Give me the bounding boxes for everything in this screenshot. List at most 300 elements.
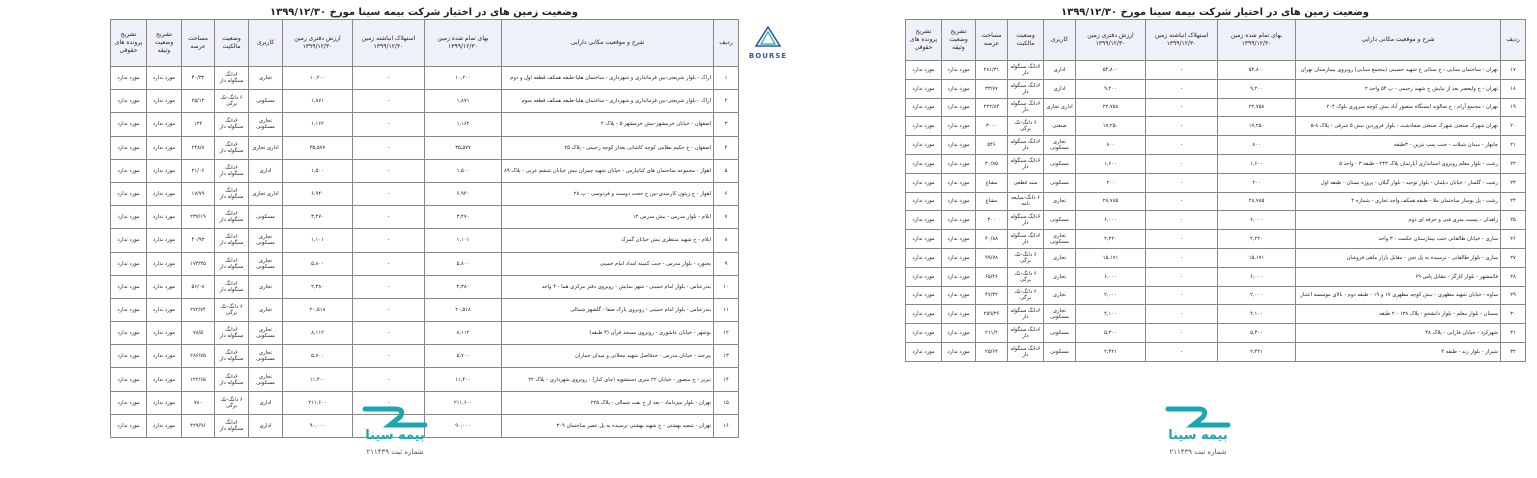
cell-legal: مورد ندارد xyxy=(111,414,147,437)
cell-cost: ۱,۱۶۲ xyxy=(425,113,502,136)
cell-ownership: ۶ دانگ-تک برگی xyxy=(215,298,249,321)
cell-cost: ۵۴,۸۰۰ xyxy=(1218,61,1296,80)
header-cost: بهای تمام شده زمین ۱۳۹۹/۱۲/۳۰ xyxy=(1218,20,1296,61)
cell-collateral: مورد ندارد xyxy=(942,61,976,80)
header-book-value: ارزش دفتری زمین ۱۳۹۹/۱۲/۳۰ xyxy=(1076,20,1146,61)
cell-description: چابهار - میدان شیلات - جنب پمپ بنزین - ۳طبقه xyxy=(1296,136,1501,155)
cell-area: ۵۴۶ xyxy=(976,136,1008,155)
cell-description: ایلام - بلوار مدرس - نبش مدرس ۱۲ xyxy=(502,206,714,229)
table-row xyxy=(906,324,1526,343)
cell-depreciation: - xyxy=(1146,230,1218,249)
cell-collateral: مورد ندارد xyxy=(147,275,182,298)
stamp-reg-number: شماره ثبت ۲۱۱۴۳۹ xyxy=(366,448,424,456)
cell-depreciation: - xyxy=(353,391,425,414)
cell-ownership: ۶دانگ سنگوله دار xyxy=(1008,305,1044,324)
cell-ownership: ۶دانگ سنگوله دار xyxy=(1008,136,1044,155)
cell-description: تهران شهرک صنعتی شهرک صنعتی صفادشت - بلوار فروردین نبش ۵ شرقی - پلاک ۸-۵ xyxy=(1296,117,1501,136)
cell-usage: تجاری مسکونی xyxy=(1044,136,1076,155)
cell-ownership: ۶دانگ سنگوله دار xyxy=(215,113,249,136)
cell-area: ۳۳/۷۷ xyxy=(976,79,1008,98)
table-row xyxy=(111,113,739,136)
cell-area: ۱۲۲ xyxy=(182,113,215,136)
cell-cost: ۲۱۱,۶۰۰ xyxy=(425,391,502,414)
cell-row-number: ۲۳ xyxy=(1501,173,1526,192)
cell-row-number: ۲۵ xyxy=(1501,211,1526,230)
table-row xyxy=(111,159,739,182)
cell-collateral: مورد ندارد xyxy=(942,248,976,267)
cell-depreciation: - xyxy=(1146,136,1218,155)
cell-area: ۷۸۰ xyxy=(182,391,215,414)
cell-book-value: ۱۵,۱۷۱ xyxy=(1076,248,1146,267)
cell-legal: مورد ندارد xyxy=(906,136,942,155)
cell-collateral: مورد ندارد xyxy=(147,322,182,345)
cell-collateral: مورد ندارد xyxy=(147,182,182,205)
cell-cost: ۲۰,۵۱۸ xyxy=(425,298,502,321)
cell-row-number: ۳۲ xyxy=(1501,342,1526,361)
cell-depreciation: - xyxy=(1146,117,1218,136)
cell-row-number: ۳۱ xyxy=(1501,324,1526,343)
cell-row-number: ۱۲ xyxy=(714,322,739,345)
cell-row-number: ۶ xyxy=(714,182,739,205)
cell-ownership: ۶دانگ سنگوله دار xyxy=(1008,230,1044,249)
cell-book-value: ۲,۴۲۱ xyxy=(1076,342,1146,361)
table-row xyxy=(906,305,1526,324)
cell-book-value: ۳,۴۷۰ xyxy=(283,206,353,229)
land-table-left xyxy=(110,19,739,438)
cell-usage: تجاری xyxy=(1044,286,1076,305)
cell-legal: مورد ندارد xyxy=(111,90,147,113)
cell-row-number: ۳۰ xyxy=(1501,305,1526,324)
cell-cost: ۶,۰۰۰ xyxy=(1218,211,1296,230)
cell-ownership: ۶دانگ سنگوله دار xyxy=(1008,79,1044,98)
cell-legal: مورد ندارد xyxy=(111,206,147,229)
table-row xyxy=(111,298,739,321)
cell-area: مشاع xyxy=(976,173,1008,192)
cell-cost: ۴,۱۰۰ xyxy=(1218,305,1296,324)
cell-area: ۴۰/۸۸ xyxy=(976,230,1008,249)
cell-ownership: ۶دانگ سنگوله دار xyxy=(215,275,249,298)
cell-usage: تجاری xyxy=(1044,267,1076,286)
header-legal: تشریح پرونده های حقوقی xyxy=(906,20,942,61)
cell-legal: مورد ندارد xyxy=(906,248,942,267)
table-row xyxy=(906,173,1526,192)
table-row xyxy=(111,67,739,90)
cell-usage: تجاری مسکونی xyxy=(249,229,283,252)
stamp-wave-icon xyxy=(345,405,445,429)
cell-book-value: ۱,۶۰۰ xyxy=(1076,154,1146,173)
table-row xyxy=(111,182,739,205)
cell-legal: مورد ندارد xyxy=(111,136,147,159)
cell-ownership: ۶دانگ سنگوله دار xyxy=(215,322,249,345)
cell-cost: ۱,۸۷۱ xyxy=(425,90,502,113)
cell-ownership: ۶ دانگ-تک برگی xyxy=(1008,117,1044,136)
cell-book-value: ۱,۱۶۲ xyxy=(283,113,353,136)
cell-description: بیرجند - خیابان مدرس - حدفاصل شهید محلاتی و میدان جماران xyxy=(502,345,714,368)
cell-usage: اداری تجاری xyxy=(249,182,283,205)
cell-cost: ۲۰۰ xyxy=(1218,173,1296,192)
cell-description: سمنان - بلوار معلم - بلوار دانشجو - پلاک ۱۳۸ - ۲ طبقه xyxy=(1296,305,1501,324)
cell-book-value: ۶,۰۰۰ xyxy=(1076,211,1146,230)
header-row-number: ردیف xyxy=(1501,20,1526,61)
cell-legal: مورد ندارد xyxy=(111,275,147,298)
cell-depreciation: - xyxy=(1146,342,1218,361)
cell-area: ۲۱/۰۶ xyxy=(182,159,215,182)
cell-usage: مسکونی xyxy=(1044,211,1076,230)
cell-collateral: مورد ندارد xyxy=(147,136,182,159)
cell-usage: اداری xyxy=(249,414,283,437)
cell-area: ۳۰۰۰ xyxy=(976,117,1008,136)
cell-collateral: مورد ندارد xyxy=(147,206,182,229)
cell-depreciation: - xyxy=(1146,267,1218,286)
cell-usage: تجاری مسکونی xyxy=(1044,230,1076,249)
cell-area: ۳۰۰ xyxy=(976,211,1008,230)
cell-usage: اداری xyxy=(249,391,283,414)
cell-area: ۹۹/۷۸ xyxy=(976,248,1008,267)
cell-collateral: مورد ندارد xyxy=(942,192,976,211)
table-row xyxy=(111,345,739,368)
cell-book-value: ۲۰۰ xyxy=(1076,173,1146,192)
cell-ownership: ۶دانگ سنگوله دار xyxy=(215,206,249,229)
cell-usage: اداری تجاری xyxy=(1044,98,1076,117)
cell-collateral: مورد ندارد xyxy=(942,342,976,361)
cell-ownership: ۶دانگ سنگوله دار xyxy=(215,252,249,275)
cell-legal: مورد ندارد xyxy=(906,173,942,192)
cell-description: ساری - خیابان طالقانی جنب بیمارستان حکمت - ۳ واحد xyxy=(1296,230,1501,249)
cell-row-number: ۱۶ xyxy=(714,414,739,437)
cell-description: رشت - گلسار - خیابان دیلمان - بلوار توحید - بلوار گیلان - پروژه بستان - طبقه اول xyxy=(1296,173,1501,192)
cell-cost: ۹۰,۰۰۰ xyxy=(425,414,502,437)
table-row xyxy=(906,211,1526,230)
cell-collateral: مورد ندارد xyxy=(942,267,976,286)
cell-legal: مورد ندارد xyxy=(906,98,942,117)
table-row xyxy=(906,267,1526,286)
cell-cost: ۱,۵۰۰ xyxy=(425,159,502,182)
table-row xyxy=(906,342,1526,361)
cell-cost: ۲,۰۰۰ xyxy=(1218,286,1296,305)
stamp-name: بیمه سینا xyxy=(1168,428,1228,443)
cell-usage: مسکونی xyxy=(1044,324,1076,343)
cell-description: اصفهان - خیابان خرمشهر-نبش خرمشهر ۵ - پلاک ۲ xyxy=(502,113,714,136)
company-stamp xyxy=(345,405,445,465)
cell-collateral: مورد ندارد xyxy=(147,159,182,182)
cell-description: تهران - بلوار میرداماد - بعد از خ نفت شمالی - پلاک ۲۲۵ xyxy=(502,391,714,414)
cell-book-value: ۶,۰۰۰ xyxy=(1076,267,1146,286)
cell-ownership: ۶دانگ سنگوله دار xyxy=(215,229,249,252)
cell-ownership: ۶دانگ سنگوله دار xyxy=(1008,324,1044,343)
cell-usage: تجاری مسکونی xyxy=(249,345,283,368)
header-depreciation: استهلاک انباشته زمین ۱۳۹۹/۱۲/۳۰ xyxy=(353,20,425,67)
cell-area: ۳۰/۸۵ xyxy=(976,154,1008,173)
cell-description: اراک - بلوار شریعتی-بین فرمانداری و شهرداری - ساختمان هلیا-طبقه همکف قطعه سوم xyxy=(502,90,714,113)
cell-row-number: ۱۰ xyxy=(714,275,739,298)
cell-depreciation: - xyxy=(353,298,425,321)
cell-area: ۵۶/۰۸ xyxy=(182,275,215,298)
cell-description: ساری - بلوار طالقانی - نرسیده به پل تجن - مقابل بازار ماهی فروشان xyxy=(1296,248,1501,267)
cell-legal: مورد ندارد xyxy=(906,342,942,361)
table-row xyxy=(906,98,1526,117)
cell-cost: ۳۵,۵۷۷ xyxy=(425,136,502,159)
bourse-logo xyxy=(746,26,790,60)
cell-description: قائمشهر - بلوار کارگر - مقابل پاس ۶۹ xyxy=(1296,267,1501,286)
cell-row-number: ۱۳ xyxy=(714,345,739,368)
table-row xyxy=(111,368,739,391)
table-row xyxy=(906,61,1526,80)
cell-legal: مورد ندارد xyxy=(111,159,147,182)
cell-collateral: مورد ندارد xyxy=(942,98,976,117)
cell-area: ۱۷/۷۹ xyxy=(182,182,215,205)
header-book-value: ارزش دفتری زمین ۱۳۹۹/۱۲/۳۰ xyxy=(283,20,353,67)
cell-depreciation: - xyxy=(1146,98,1218,117)
header-description: شرح و موقعیت مکانی دارایی xyxy=(1296,20,1501,61)
cell-description: رشت - پل بوسار ساختمان ملا - طبقه همکف واحد تجاری - شماره ۴ xyxy=(1296,192,1501,211)
cell-ownership: ۶دانگ سنگوله دار xyxy=(1008,342,1044,361)
cell-collateral: مورد ندارد xyxy=(147,229,182,252)
cell-description: بوشهر - خیابان عاشوری - روبروی مسجد قرآن (۴ طبقه) xyxy=(502,322,714,345)
left-page xyxy=(110,6,738,472)
cell-legal: مورد ندارد xyxy=(111,252,147,275)
cell-book-value: ۵,۷۰۰ xyxy=(283,345,353,368)
table-row xyxy=(906,230,1526,249)
cell-collateral: مورد ندارد xyxy=(147,67,182,90)
cell-legal: مورد ندارد xyxy=(906,61,942,80)
cell-usage: مسکونی xyxy=(1044,173,1076,192)
cell-collateral: مورد ندارد xyxy=(147,298,182,321)
cell-usage: مسکونی xyxy=(1044,342,1076,361)
cell-row-number: ۲۲ xyxy=(1501,154,1526,173)
cell-row-number: ۹ xyxy=(714,252,739,275)
table-row xyxy=(111,136,739,159)
cell-row-number: ۲۴ xyxy=(1501,192,1526,211)
cell-description: اصفهان - خ حکیم نظامی کوچه کاشانی بعداز کوچه رحیمی - پلاک ۲۵ xyxy=(502,136,714,159)
header-ownership: وضعیت مالکیت xyxy=(1008,20,1044,61)
cell-cost: ۵,۷۰۰ xyxy=(425,345,502,368)
cell-usage: مسکونی xyxy=(249,206,283,229)
cell-area: ۲۸۶/۷۵ xyxy=(182,345,215,368)
cell-depreciation: - xyxy=(1146,173,1218,192)
cell-book-value: ۱,۱۰۱ xyxy=(283,229,353,252)
cell-cost: ۵,۳۰۰ xyxy=(1218,324,1296,343)
cell-description: شهرکرد - خیابان فارابی - پلاک ۴۸ xyxy=(1296,324,1501,343)
cell-ownership: ۶دانگ سنگوله دار xyxy=(215,368,249,391)
cell-row-number: ۲۹ xyxy=(1501,286,1526,305)
cell-description: تهران - ساختمان سنایی - خ سنائی خ شهید حسینی (مجتمع سنایی) روبروی بیمارستان تهران xyxy=(1296,61,1501,80)
cell-area: ۲۱۱/۲ xyxy=(976,324,1008,343)
cell-row-number: ۲ xyxy=(714,90,739,113)
cell-ownership: سند قطعی xyxy=(1008,173,1044,192)
cell-area: ۴۷/۳۲ xyxy=(976,286,1008,305)
cell-book-value: ۲۸,۷۸۵ xyxy=(1076,192,1146,211)
cell-cost: ۲۲,۷۵۸ xyxy=(1218,98,1296,117)
cell-row-number: ۸ xyxy=(714,229,739,252)
cell-legal: مورد ندارد xyxy=(906,230,942,249)
cell-book-value: ۱,۸۷۱ xyxy=(283,90,353,113)
header-collateral: تشریح وضعیت وثیقه xyxy=(942,20,976,61)
cell-legal: مورد ندارد xyxy=(111,182,147,205)
header-row-number: ردیف xyxy=(714,20,739,67)
cell-ownership: ۶دانگ سنگوله دار xyxy=(215,345,249,368)
cell-collateral: مورد ندارد xyxy=(942,117,976,136)
cell-area: ۷۸/۵ xyxy=(182,322,215,345)
table-row xyxy=(111,206,739,229)
cell-cost: ۶,۰۰۰ xyxy=(1218,267,1296,286)
cell-ownership: ۶دانگ سنگوله دار xyxy=(215,159,249,182)
cell-row-number: ۱ xyxy=(714,67,739,90)
cell-row-number: ۱۷ xyxy=(1501,61,1526,80)
cell-book-value: ۵۴,۸۰۰ xyxy=(1076,61,1146,80)
cell-cost: ۱۱,۴۰۰ xyxy=(425,368,502,391)
cell-depreciation: - xyxy=(353,206,425,229)
cell-usage: تجاری مسکونی xyxy=(249,322,283,345)
stamp-wave-icon xyxy=(1148,405,1248,429)
cell-row-number: ۴ xyxy=(714,136,739,159)
cell-area: ۲۵۹/۳۶ xyxy=(976,305,1008,324)
cell-description: بجنورد - بلوار مدرس - جنب کمیته امداد امام خمینی xyxy=(502,252,714,275)
cell-area: ۲۲۲/۸۴ xyxy=(976,98,1008,117)
cell-cost: ۶,۹۴۰ xyxy=(425,182,502,205)
right-page xyxy=(905,6,1525,472)
cell-book-value: ۱۷,۲۵۰ xyxy=(1076,117,1146,136)
cell-description: ایلام - خ شهید منتظری نبش خیابان گمرک xyxy=(502,229,714,252)
cell-ownership: ۶ دانگ-مبایعه نامه xyxy=(1008,192,1044,211)
header-usage: کاربری xyxy=(1044,20,1076,61)
cell-cost: ۵,۸۰۰ xyxy=(425,252,502,275)
cell-book-value: ۶,۹۴۰ xyxy=(283,182,353,205)
cell-cost: ۱۷,۲۵۰ xyxy=(1218,117,1296,136)
cell-usage: تجاری xyxy=(1044,248,1076,267)
header-depreciation: استهلاک انباشته زمین ۱۳۹۹/۱۲/۳۰ xyxy=(1146,20,1218,61)
table-row xyxy=(906,192,1526,211)
cell-depreciation: - xyxy=(353,90,425,113)
cell-area: ۱۷۳/۳۵ xyxy=(182,252,215,275)
cell-collateral: مورد ندارد xyxy=(942,154,976,173)
header-usage: کاربری xyxy=(249,20,283,67)
cell-ownership: ۶دانگ سنگوله دار xyxy=(215,182,249,205)
cell-area: ۴۰/۹۳ xyxy=(182,229,215,252)
cell-legal: مورد ندارد xyxy=(111,298,147,321)
cell-area: ۲۵/۱۲ xyxy=(182,90,215,113)
cell-usage: تجاری xyxy=(249,298,283,321)
cell-ownership: ۶دانگ سنگوله دار xyxy=(215,136,249,159)
cell-usage: تجاری مسکونی xyxy=(249,252,283,275)
cell-cost: ۳,۴۷۰ xyxy=(425,206,502,229)
cell-book-value: ۱۰,۲۰۰ xyxy=(283,67,353,90)
cell-description: بندرعباس - بلوار امام خمینی - شهر نمایش - روبروی دفتر مرکزی هما - ۴ واحد xyxy=(502,275,714,298)
land-table-right xyxy=(905,19,1526,362)
cell-cost: ۲۸,۷۸۵ xyxy=(1218,192,1296,211)
cell-legal: مورد ندارد xyxy=(906,192,942,211)
header-cost: بهای تمام شده زمین ۱۳۹۹/۱۲/۳۰ xyxy=(425,20,502,67)
cell-collateral: مورد ندارد xyxy=(147,414,182,437)
cell-cost: ۱۵,۱۷۱ xyxy=(1218,248,1296,267)
cell-description: شیراز - بلوار زند - طبقه ۴ xyxy=(1296,342,1501,361)
cell-book-value: ۳۵,۵۷۷ xyxy=(283,136,353,159)
cell-description: اهواز - خ زیتون کارمندی-بین خ حجت دوست و فردوسی - پ ۲۸ xyxy=(502,182,714,205)
cell-legal: مورد ندارد xyxy=(111,391,147,414)
cell-book-value: ۲,۲۲۰ xyxy=(1076,230,1146,249)
cell-area: ۱۲۲/۶۵ xyxy=(182,368,215,391)
cell-description: تهران - شعبه بهشتی - خ شهید بهشتی نرسیده به پل عصر ساختمان ۳۰۹ xyxy=(502,414,714,437)
cell-row-number: ۲۱ xyxy=(1501,136,1526,155)
cell-description: تبریز - خ منصور - خیابان ۲۲ متری دستشویه (چای کنار) - روبروی شهرداری - پلاک ۲۲ xyxy=(502,368,714,391)
stamp-name: بیمه سینا xyxy=(365,428,425,443)
cell-cost: ۸,۱۱۲ xyxy=(425,322,502,345)
cell-cost: ۲,۲۲۰ xyxy=(1218,230,1296,249)
cell-legal: مورد ندارد xyxy=(906,154,942,173)
cell-depreciation: - xyxy=(1146,211,1218,230)
table-row xyxy=(906,154,1526,173)
cell-depreciation: - xyxy=(353,67,425,90)
cell-area: مشاع xyxy=(976,192,1008,211)
cell-row-number: ۱۵ xyxy=(714,391,739,414)
cell-area: ۲۷۲/۷۴ xyxy=(182,298,215,321)
cell-legal: مورد ندارد xyxy=(111,322,147,345)
cell-legal: مورد ندارد xyxy=(906,324,942,343)
company-stamp xyxy=(1148,405,1248,465)
cell-depreciation: - xyxy=(353,322,425,345)
cell-book-value: ۴,۱۰۰ xyxy=(1076,305,1146,324)
cell-book-value: ۲۲,۷۵۸ xyxy=(1076,98,1146,117)
table-row xyxy=(906,286,1526,305)
cell-ownership: ۶دانگ سنگوله دار xyxy=(1008,154,1044,173)
cell-usage: تجاری مسکونی xyxy=(249,368,283,391)
cell-usage: اداری xyxy=(1044,79,1076,98)
cell-description: رشت - بلوار معلم روبروی استانداری آپارتمان پلاک ۲۴۳ - طبقه ۳ - واحد ۵ xyxy=(1296,154,1501,173)
cell-description: تهران - مجتمع آرام - خ صالوند ایستگاه منصور آباد نبش کوچه سروری بلوک ۲۰۴ xyxy=(1296,98,1501,117)
cell-book-value: ۵,۸۰۰ xyxy=(283,252,353,275)
cell-collateral: مورد ندارد xyxy=(942,305,976,324)
cell-row-number: ۲۶ xyxy=(1501,230,1526,249)
cell-collateral: مورد ندارد xyxy=(942,324,976,343)
cell-area: ۲۸۱/۳۱ xyxy=(976,61,1008,80)
cell-collateral: مورد ندارد xyxy=(147,368,182,391)
cell-book-value: ۱,۵۰۰ xyxy=(283,159,353,182)
cell-collateral: مورد ندارد xyxy=(942,211,976,230)
cell-cost: ۱,۱۰۱ xyxy=(425,229,502,252)
cell-depreciation: - xyxy=(353,345,425,368)
table-row xyxy=(111,275,739,298)
cell-cost: ۱,۶۰۰ xyxy=(1218,154,1296,173)
cell-legal: مورد ندارد xyxy=(906,267,942,286)
cell-book-value: ۲۱۱,۶۰۰ xyxy=(283,391,353,414)
cell-area: ۲۴۸/۸ xyxy=(182,136,215,159)
cell-ownership: ۶ دانگ-تک برگی xyxy=(1008,248,1044,267)
cell-ownership: ۶ دانگ-تک برگی xyxy=(1008,286,1044,305)
cell-depreciation: - xyxy=(353,182,425,205)
header-collateral: تشریح وضعیت وثیقه xyxy=(147,20,182,67)
cell-depreciation: - xyxy=(1146,248,1218,267)
cell-usage: تجاری مسکونی xyxy=(249,113,283,136)
cell-depreciation: - xyxy=(353,368,425,391)
cell-collateral: مورد ندارد xyxy=(942,173,976,192)
cell-depreciation: - xyxy=(353,414,425,437)
cell-legal: مورد ندارد xyxy=(111,229,147,252)
cell-book-value: ۱۱,۴۰۰ xyxy=(283,368,353,391)
cell-collateral: مورد ندارد xyxy=(147,90,182,113)
cell-row-number: ۱۱ xyxy=(714,298,739,321)
cell-book-value: ۲,۰۰۰ xyxy=(1076,286,1146,305)
cell-depreciation: - xyxy=(353,229,425,252)
cell-collateral: مورد ندارد xyxy=(942,79,976,98)
cell-area: ۳۰/۳۲ xyxy=(182,67,215,90)
table-row xyxy=(111,229,739,252)
header-area: مساحت عرصه xyxy=(182,20,215,67)
cell-usage: مسکونی xyxy=(249,90,283,113)
cell-cost: ۹,۲۰۰ xyxy=(1218,79,1296,98)
cell-area: ۲۳۷/۱۹ xyxy=(182,206,215,229)
cell-row-number: ۲۷ xyxy=(1501,248,1526,267)
cell-ownership: ۶ دانگ-تک برگی xyxy=(1008,267,1044,286)
cell-row-number: ۱۹ xyxy=(1501,98,1526,117)
